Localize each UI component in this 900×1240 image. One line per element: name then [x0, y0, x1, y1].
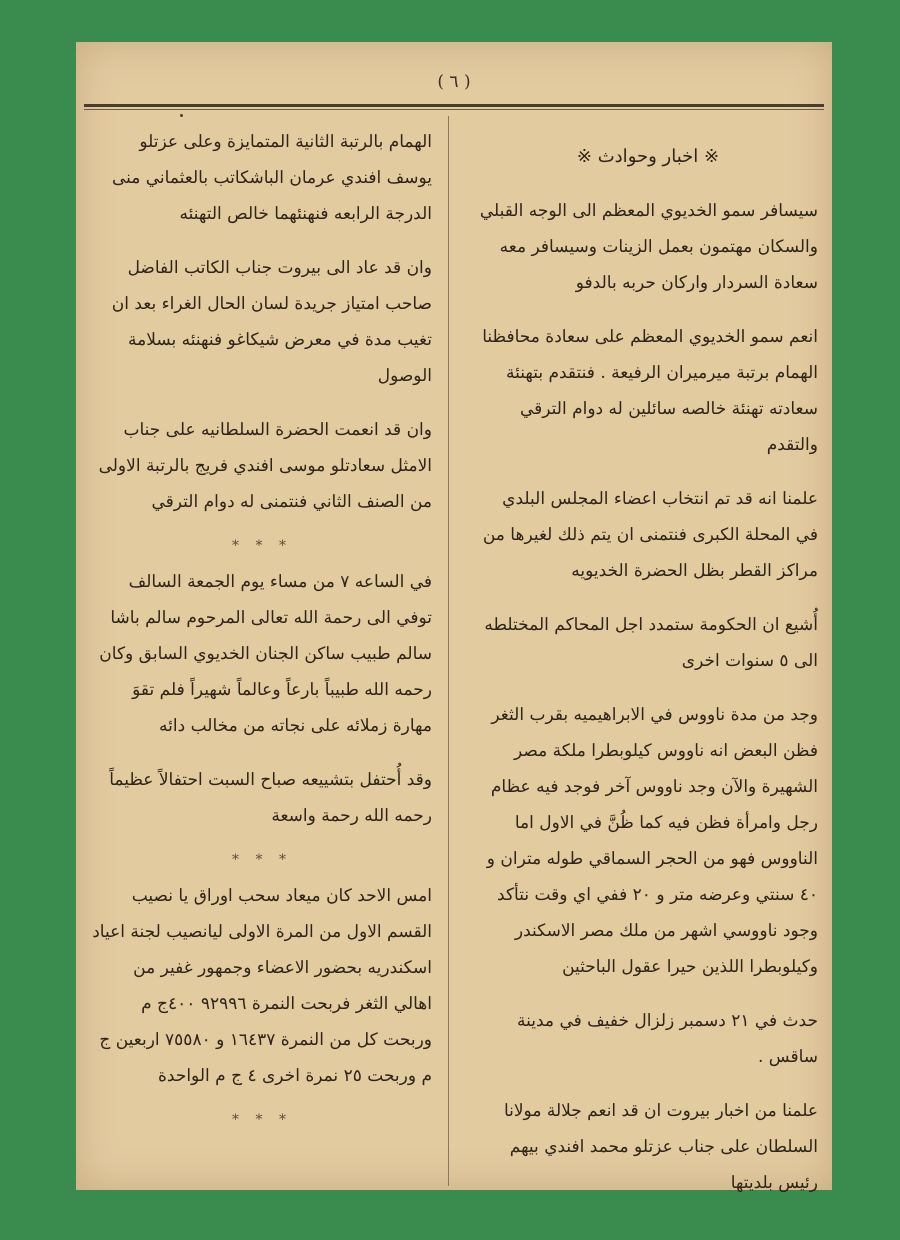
- section-separator: * * *: [232, 538, 292, 554]
- article-paragraph: انعم سمو الخديوي المعظم على سعادة محافظنا الهمام برتبة ميرميران الرفيعة . فنتقدم بتهنئة سعادته تهنئة خالصه سائلين له دوام الترقي والتقدم: [482, 327, 818, 455]
- article-paragraph: علمنا انه قد تم انتخاب اعضاء المجلس البلدي في المحلة الكبرى فنتمنى ان يتم ذلك لغيرها من مراكز القطر بظل الحضرة الخديويه: [482, 489, 818, 581]
- right-column: [478, 124, 818, 1219]
- article-paragraph: سيسافر سمو الخديوي المعظم الى الوجه القبلي والسكان مهتمون بعمل الزينات وسيسافر معه سعادة السردار واركان حربه بالدفو: [479, 201, 818, 293]
- column-divider: [448, 116, 449, 1186]
- header-rule-thin: [84, 109, 824, 110]
- article-paragraph: في الساعه ٧ من مساء يوم الجمعة السالف توفي الى رحمة الله تعالى المرحوم سالم باشا سالم طبيب ساكن الجنان الخديوي السابق وكان رحمه الله طبيباً بارعاً وعالماً شهيراً فلم تقوَ مهارة زملائه على نجاته من مخالب دائه: [99, 572, 432, 736]
- article-paragraph: علمنا من اخبار بيروت ان قد انعم جلالة مولانا السلطان على جناب عزتلو محمد افندي بيهم رئيس بلديتها: [503, 1101, 818, 1193]
- article-paragraph: وان قد عاد الى بيروت جناب الكاتب الفاضل صاحب امتياز جريدة لسان الحال الغراء بعد ان تغيب مدة في معرض شيكاغو فنهنئه بسلامة الوصول: [111, 258, 432, 386]
- page-number: ( ٦ ): [437, 72, 471, 92]
- section-separator: * * *: [232, 852, 292, 868]
- ink-dot: [180, 114, 183, 117]
- article-paragraph: وجد من مدة ناووس في الابراهيميه بقرب الثغر فظن البعض انه ناووس كيلوبطرا ملكة مصر الشهيرة والآن وجد ناووس آخر فوجد فيه عظام رجل وامرأة فظن فيه كما ظُنَّ في الاول اما الناووس فهو من الحجر السماقي طوله متران و ٤٠ سنتي وعرضه متر و ٢٠ ففي اي وقت نتأكد وجود ناووسي اشهر من ملك مصر الاسكندر وكيلوبطرا اللذين حيرا عقول الباحثين: [486, 705, 818, 977]
- section-separator: * * *: [232, 1112, 292, 1128]
- article-paragraph: الهمام بالرتبة الثانية المتمايزة وعلى عزتلو يوسف افندي عرمان الباشكاتب بالعثماني منى الدرجة الرابعه فنهنئهما خالص التهنئه: [111, 132, 432, 224]
- newspaper-page: [76, 42, 832, 1193]
- article-paragraph: وان قد انعمت الحضرة السلطانيه على جناب الامثل سعادتلو موسى افندي فريج بالرتبة الاولى من الصنف الثاني فنتمنى له دوام الترقي: [98, 420, 432, 512]
- left-column: [92, 124, 432, 1138]
- article-paragraph: وقد أُحتفل بتشييعه صباح السبت احتفالاً عظيماً رحمه الله رحمة واسعة: [109, 770, 432, 826]
- article-paragraph: امس الاحد كان ميعاد سحب اوراق يا نصيب القسم الاول من المرة الاولى ليانصيب لجنة اعياد اسكندريه بحضور الاعضاء وجمهور غفير من اهالي الثغر فربحت النمرة ٩٢٩٩٦ ٤٠٠ج م وربحت كل من النمرة ١٦٤٣٧ و ٧٥٥٨٠ اربعين ج م وربحت ٢٥ نمرة اخرى ٤ ج م الواحدة: [92, 886, 432, 1086]
- section-heading: ※ اخبار وحوادث ※: [576, 146, 720, 167]
- header-rule: [84, 104, 824, 107]
- article-paragraph: أُشيع ان الحكومة ستمدد اجل المحاكم المختلطه الى ٥ سنوات اخرى: [484, 615, 818, 671]
- article-paragraph: حدث في ٢١ دسمبر زلزال خفيف في مدينة ساقس .: [517, 1011, 818, 1067]
